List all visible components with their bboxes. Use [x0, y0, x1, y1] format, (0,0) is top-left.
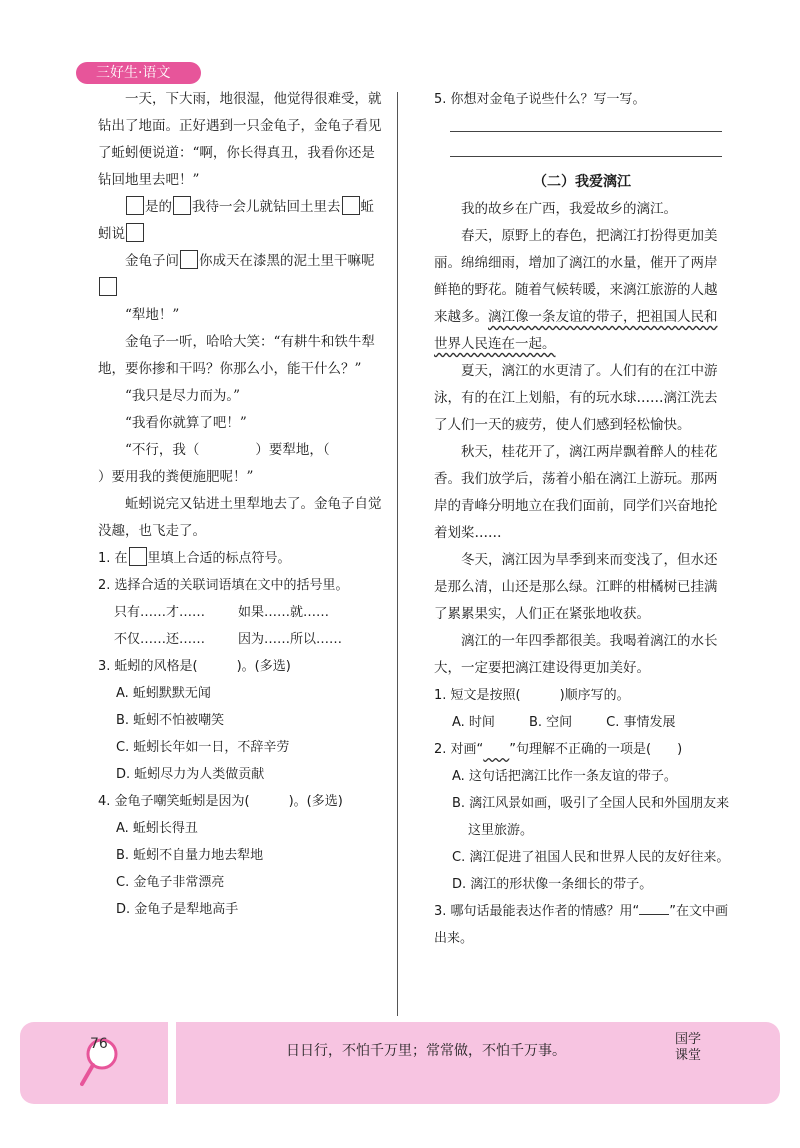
passage-paragraph-2: 春天，原野上的春色，把漓江打扮得更加美丽。绵绵细雨，增加了漓江的水量，催开了两岸鲜艳的野花。随着气候转暖，来漓江旅游的人越来越多。漓江像一条友谊的带子，把祖国人民和世界人民连在一起。	[434, 228, 718, 352]
passage-paragraph-4: 秋天，桂花开了，漓江两岸飘着醉人的桂花香。我们放学后，荡着小船在漓江上游玩。那两岸的青峰分明地立在我们面前，同学们兴奋地抡着划桨……	[434, 444, 718, 541]
straight-line-sample	[639, 902, 669, 915]
r-q2-option-d[interactable]: D. 漓江的形状像一条细长的带子。	[452, 877, 653, 892]
punctuation-box	[129, 547, 147, 566]
story-paragraph-1: 一天，下大雨，地很湿，他觉得很难受，就钻出了地面。正好遇到一只金龟子，金龟子看见了蚯蚓便说道：“啊，你长得真丑，我看你还是钻回地里去吧！”	[98, 91, 382, 188]
punctuation-box[interactable]	[173, 196, 191, 215]
punctuation-box[interactable]	[180, 250, 198, 269]
right-column	[434, 86, 730, 952]
r-q1-option-a[interactable]: A. 时间	[452, 715, 495, 730]
left-column	[98, 86, 386, 923]
q3-option-c[interactable]: C. 蚯蚓长年如一日，不辞辛劳	[116, 740, 290, 755]
brand-label	[666, 1032, 710, 1064]
r-q2-option-a[interactable]: A. 这句话把漓江比作一条友谊的带子。	[452, 769, 677, 784]
footer-left-panel	[20, 1022, 168, 1104]
r-q2-option-c[interactable]: C. 漓江促进了祖国人民和世界人民的友好往来。	[452, 850, 730, 865]
answer-line-1[interactable]	[450, 131, 722, 132]
passage-paragraph-5: 冬天，漓江因为旱季到来而变浅了，但水还是那么清，山还是那么绿。江畔的柑橘树已挂满了累累果实，人们正在紧张地收获。	[434, 552, 718, 622]
brand-line-1: 国学	[674, 1032, 701, 1047]
story-paragraph-8: “不行，我（ ）要犁地，（）要用我的粪便施肥呢！”	[98, 442, 330, 485]
r-q1-options	[434, 709, 730, 736]
punctuation-box[interactable]	[342, 196, 360, 215]
r-question-1: 1. 短文是按照( )顺序写的。	[434, 688, 630, 703]
question-1: 1. 在 里填上合适的标点符号。	[98, 545, 386, 572]
conjunction-option: 因为……所以……	[238, 632, 343, 647]
story-paragraph-9: 蚯蚓说完又钻进土里犁地去了。金龟子自觉没趣，也飞走了。	[98, 496, 382, 539]
story-paragraph-2: 是的 我待一会儿就钻回土里去 蚯蚓说	[98, 194, 386, 248]
q3-option-d[interactable]: D. 蚯蚓尽力为人类做贡献	[116, 767, 265, 782]
section-title: （二）我爱漓江	[533, 174, 631, 190]
question-3: 3. 蚯蚓的风格是( )。(多选)	[98, 659, 291, 674]
story-paragraph-6: “我只是尽力而为。”	[125, 388, 241, 404]
passage-paragraph-6: 漓江的一年四季都很美。我喝着漓江的水长大，一定要把漓江建设得更加美好。	[434, 633, 718, 676]
footer-main-panel	[176, 1022, 780, 1104]
answer-line-2[interactable]	[450, 156, 722, 157]
wavy-line-sample	[483, 742, 509, 757]
subject-badge: 三好生·语文	[76, 62, 201, 84]
r-q2-option-b[interactable]: B. 漓江风景如画，吸引了全国人民和外国朋友来这里旅游。	[452, 796, 730, 838]
question-4: 4. 金龟子嘲笑蚯蚓是因为( )。(多选)	[98, 794, 343, 809]
story-paragraph-4: “犁地！”	[125, 307, 180, 323]
story-paragraph-7: “我看你就算了吧！”	[125, 415, 247, 431]
wavy-underlined-sentence: 漓江像一条友谊的带子，把祖国人民和世界人民连在一起。	[434, 309, 718, 352]
r-q1-option-b[interactable]: B. 空间	[528, 715, 573, 730]
q3-option-a[interactable]: A. 蚯蚓默默无闻	[116, 686, 211, 701]
footer	[20, 1022, 780, 1104]
r-question-2: 2. 对画“ ”句理解不正确的一项是( )	[434, 742, 683, 757]
passage-paragraph-1: 我的故乡在广西，我爱故乡的漓江。	[461, 201, 677, 217]
r-q1-option-c[interactable]: C. 事情发展	[606, 715, 676, 730]
q4-option-a[interactable]: A. 蚯蚓长得丑	[116, 821, 198, 836]
conjunction-option: 如果……就……	[238, 605, 330, 620]
story-paragraph-3: 金龟子问 你成天在漆黑的泥土里干嘛呢	[98, 248, 386, 302]
punctuation-box[interactable]	[126, 223, 144, 242]
story-paragraph-5: 金龟子一听，哈哈大笑：“有耕牛和铁牛犁地，要你掺和干吗？你那么小，能干什么？”	[98, 334, 375, 377]
passage-paragraph-3: 夏天，漓江的水更清了。人们有的在江中游泳，有的在江上划船，有的玩水球……漓江洗去了人们一天的疲劳，使人们感到轻松愉快。	[434, 363, 718, 433]
punctuation-box[interactable]	[126, 196, 144, 215]
column-divider	[397, 92, 398, 1016]
r-question-3: 3. 哪句话最能表达作者的情感？用“ ”在文中画出来。	[434, 904, 729, 946]
q4-option-d[interactable]: D. 金龟子是犁地高手	[116, 902, 239, 917]
conjunction-option: 只有……才……	[114, 605, 206, 620]
conjunction-option: 不仅……还……	[114, 632, 206, 647]
q4-option-c[interactable]: C. 金龟子非常漂亮	[116, 875, 225, 890]
punctuation-box[interactable]	[99, 277, 117, 296]
motto: 日日行，不怕千万里；常常做，不怕千万事。	[286, 1043, 566, 1059]
brand-line-2: 课堂	[674, 1048, 701, 1063]
page-number: 76	[90, 1036, 108, 1052]
q3-option-b[interactable]: B. 蚯蚓不怕被嘲笑	[116, 713, 225, 728]
q4-option-b[interactable]: B. 蚯蚓不自量力地去犁地	[116, 848, 264, 863]
question-5: 5. 你想对金龟子说些什么？写一写。	[434, 92, 646, 107]
conjunction-options	[98, 599, 386, 653]
question-2: 2. 选择合适的关联词语填在文中的括号里。	[98, 578, 349, 593]
